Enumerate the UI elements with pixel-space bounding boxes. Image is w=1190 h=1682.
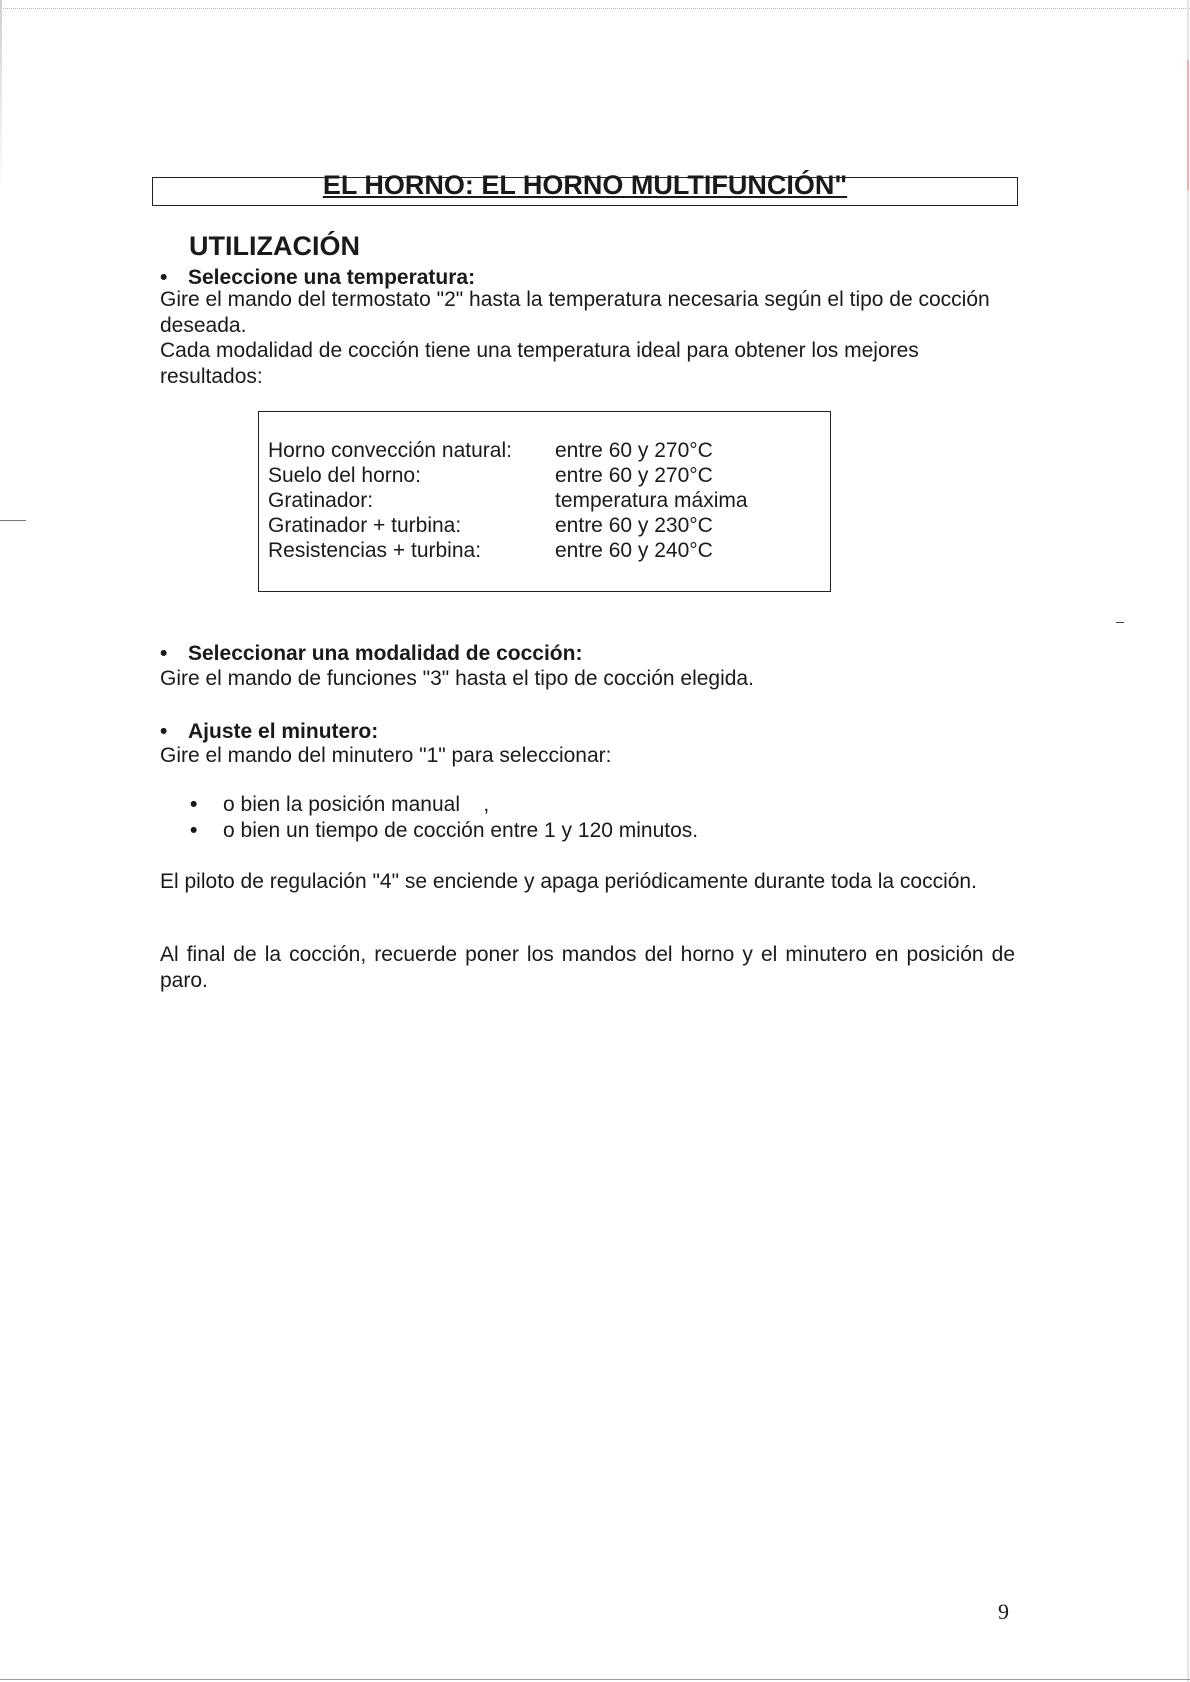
timer-option-text: o bien la posición manual , — [223, 793, 490, 816]
temperature-range: temperatura máxima — [555, 489, 748, 512]
mode-heading-text: Seleccionar una modalidad de cocción: — [188, 642, 583, 665]
bullet-icon: • — [160, 642, 168, 665]
scan-mark — [1116, 622, 1124, 623]
bullet-icon: • — [190, 819, 198, 842]
timer-option-text: o bien un tiempo de cocción entre 1 y 120 minutos. — [223, 819, 699, 842]
cooking-mode: Gratinador: — [268, 489, 374, 512]
end-note: Al final de la cocción, recuerde poner los mandos del horno y el minutero en posición de paro. — [160, 943, 1015, 992]
scan-edge-right — [1186, 0, 1189, 1682]
temperature-range: entre 60 y 240°C — [555, 539, 713, 562]
scan-mark — [0, 520, 26, 521]
scan-edge-left — [0, 0, 2, 190]
temperature-paragraph: Gire el mando del termostato "2" hasta la temperatura necesaria según el tipo de cocción deseada. — [160, 288, 990, 337]
page-number: 9 — [998, 1599, 1009, 1624]
timer-option — [190, 792, 489, 818]
cooking-mode: Resistencias + turbina: — [268, 539, 482, 562]
timer-heading — [160, 719, 378, 745]
bullet-icon: • — [160, 720, 168, 743]
bullet-icon: • — [160, 266, 168, 289]
timer-paragraph: Gire el mando del minutero "1" para seleccionar: — [160, 744, 612, 767]
scan-edge-mark — [1187, 60, 1189, 190]
temperature-row — [268, 513, 713, 538]
mode-heading — [160, 641, 582, 667]
temperature-range: entre 60 y 270°C — [555, 464, 713, 487]
cooking-mode: Horno convección natural: — [268, 439, 512, 462]
cooking-mode: Gratinador + turbina: — [268, 514, 462, 537]
scan-edge-top — [0, 8, 1190, 9]
temperature-row — [268, 488, 748, 513]
cooking-mode: Suelo del horno: — [268, 464, 421, 487]
page-title: EL HORNO: EL HORNO MULTIFUNCIÓN" — [322, 170, 848, 200]
temperature-paragraph: Cada modalidad de cocción tiene una temperatura ideal para obtener los mejores resultados: — [160, 339, 919, 388]
scan-edge-bottom — [0, 1679, 1190, 1680]
temperature-row — [268, 463, 713, 488]
temperature-range: entre 60 y 230°C — [555, 514, 713, 537]
pilot-note: El piloto de regulación "4" se enciende y apaga periódicamente durante toda la cocción. — [160, 870, 977, 893]
temperature-heading-text: Seleccione una temperatura: — [188, 266, 476, 289]
temperature-row — [268, 438, 713, 463]
timer-heading-text: Ajuste el minutero: — [188, 720, 379, 743]
temperature-range: entre 60 y 270°C — [555, 439, 713, 462]
timer-option — [190, 818, 698, 844]
bullet-icon: • — [190, 793, 198, 816]
section-heading: UTILIZACIÓN — [189, 231, 360, 261]
temperature-row — [268, 538, 713, 563]
mode-paragraph: Gire el mando de funciones "3" hasta el tipo de cocción elegida. — [160, 667, 754, 690]
